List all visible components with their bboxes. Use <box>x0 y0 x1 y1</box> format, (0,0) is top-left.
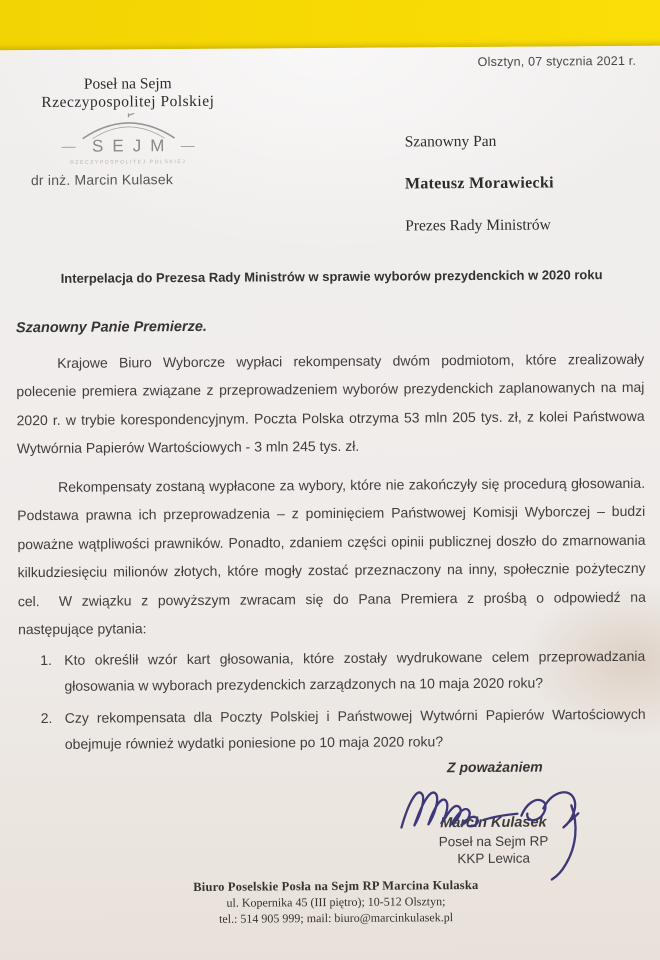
letter-subject: Interpelacja do Prezesa Rady Ministrów w sprawie wyborów prezydenckich w 2020 roku <box>60 267 603 286</box>
sejm-logo <box>20 113 235 166</box>
recipient-title: Prezes Rady Ministrów <box>405 216 551 235</box>
signer-block <box>413 814 573 866</box>
footer-contact: tel.: 514 905 999; mail: biuro@marcinkulasek.pl <box>219 910 454 926</box>
letter-paper <box>0 46 660 960</box>
question-number: 2. <box>40 709 53 726</box>
footer-office-name: Biuro Poselskie Posła na Sejm RP Marcina Kulaska <box>193 877 479 894</box>
signer-name: Marcin Kulasek <box>440 814 547 832</box>
recipient-name: Mateusz Morawiecki <box>404 174 554 193</box>
signer-role: Poseł na Sejm RP <box>438 833 549 850</box>
sejm-logo-caption: RZECZYPOSPOLITEJ POLSKIEJ <box>70 159 187 166</box>
letter-greeting: Szanowny Panie Premierze. <box>15 318 207 337</box>
question-text: Czy rekompensata dla Poczty Polskiej i Państwowej Wytwórni Papierów Wartościowych obejmuje również wydatki poniesione po 10 maja 2020 roku? <box>64 705 646 753</box>
sender-block <box>20 75 235 113</box>
recipient-salutation: Szanowny Pan <box>404 132 497 151</box>
body-paragraph-2: Rekompensaty zostaną wypłacone za wybory, które nie zakończyły się procedurą głosowania. Podstawa prawna ich przeprowadzenia – z pominięciem Państwowej Komisji Wyborczej – budzi poważne wątpliwości prawników. Ponadto, zdaniem części opinii publicznej doszło do zmarnowania kilkudziesięciu milionów złotych, które mogły zostać przeznaczony na inny, społecznie pożyteczny cel. <box>17 474 646 609</box>
question-number: 1. <box>40 651 53 669</box>
valediction: Z poważaniem <box>446 758 543 776</box>
sender-line2: Rzeczypospolitej Polskiej <box>41 92 215 112</box>
office-footer <box>0 877 660 929</box>
question-item-1 <box>40 643 645 700</box>
body-paragraph-1: Krajowe Biuro Wyborcze wypłaci rekompensaty dwóm podmiotom, które zrealizowały polecenie premiera związane z przeprowadzeniem wyborów prezydenckich zaplanowanych na maj 2020 r. w trybie korespondencyjnym. Poczta Polska otrzyma 53 mln 205 tys. zł, z kolei Państwowa Wytwórnia Papierów Wartościowych - 3 mln 245 tys. zł. <box>16 350 645 457</box>
sender-line1: Poseł na Sejm <box>83 75 172 93</box>
recipient-block <box>405 132 555 235</box>
body-paragraph-3: W związku z powyższym zwracam się do Pana Premiera z prośbą o odpowiedź na następujące pytania: <box>17 588 646 638</box>
sender-name: dr inż. Marcin Kulasek <box>30 171 174 189</box>
questions-list <box>40 643 646 763</box>
footer-address: ul. Kopernika 45 (III piętro); 10-512 Olsztyn; <box>226 894 446 910</box>
letter-date: Olsztyn, 07 stycznia 2021 r. <box>477 53 637 69</box>
signer-party: KKP Lewica <box>457 850 530 867</box>
question-text: Kto określił wzór kart głosowania, które zostały wydrukowane celem przeprowadzania głosowania w wyborach prezydenckich zarządzonych na 10 maja 2020 roku? <box>64 647 646 695</box>
sejm-logo-word: SEJM <box>21 136 236 158</box>
question-item-2 <box>41 701 646 758</box>
